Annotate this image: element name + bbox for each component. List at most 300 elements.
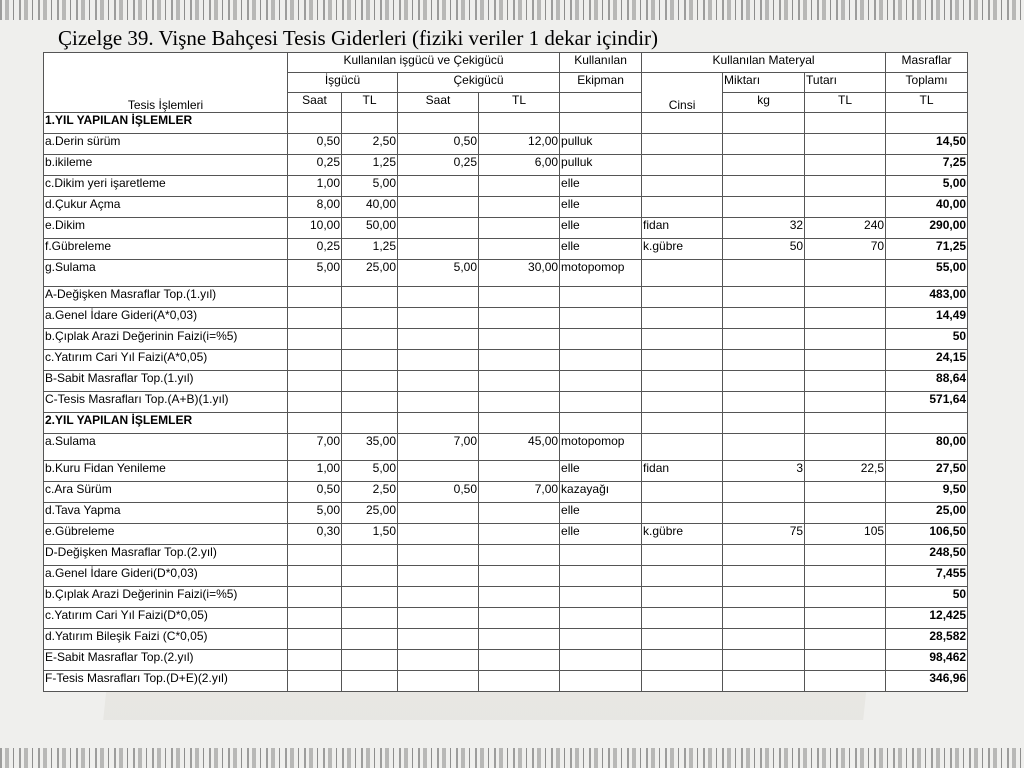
cell-equipment: elle	[560, 197, 642, 218]
cell-material-type	[642, 287, 723, 308]
cell-material-amount	[723, 629, 805, 650]
cell-material-amount	[723, 260, 805, 287]
cell-labor-hours: 7,00	[288, 434, 342, 461]
cell-equipment: pulluk	[560, 134, 642, 155]
cell-material-cost	[805, 671, 886, 692]
cell-tractor-cost	[479, 239, 560, 260]
cell-material-amount	[723, 329, 805, 350]
cell-equipment: pulluk	[560, 155, 642, 176]
cell-tractor-cost	[479, 461, 560, 482]
cell-operation: B-Sabit Masraflar Top.(1.yıl)	[44, 371, 288, 392]
table-row	[44, 260, 968, 287]
cell-material-amount	[723, 392, 805, 413]
cell-total-cost: 12,425	[886, 608, 968, 629]
cell-tractor-cost	[479, 308, 560, 329]
cell-material-amount: 3	[723, 461, 805, 482]
cell-labor-hours: 1,00	[288, 176, 342, 197]
cell-material-cost	[805, 176, 886, 197]
cell-labor-cost: 1,25	[342, 239, 398, 260]
cell-operation: c.Yatırım Cari Yıl Faizi(A*0,05)	[44, 350, 288, 371]
cell-labor-hours	[288, 287, 342, 308]
cell-material-type	[642, 260, 723, 287]
header-isgucu: İşgücü	[288, 73, 398, 93]
cell-material-type	[642, 113, 723, 134]
cell-tractor-cost	[479, 503, 560, 524]
cell-operation: b.ikileme	[44, 155, 288, 176]
cell-tractor-hours	[398, 545, 479, 566]
table-row	[44, 287, 968, 308]
cell-total-cost: 346,96	[886, 671, 968, 692]
cell-material-type	[642, 629, 723, 650]
cell-tractor-hours	[398, 629, 479, 650]
cell-equipment	[560, 587, 642, 608]
header-tl-isgucu: TL	[342, 93, 398, 113]
cell-operation: f.Gübreleme	[44, 239, 288, 260]
cell-labor-cost: 40,00	[342, 197, 398, 218]
cell-labor-hours: 0,50	[288, 482, 342, 503]
cell-labor-hours	[288, 545, 342, 566]
cell-labor-hours	[288, 608, 342, 629]
cell-material-amount: 75	[723, 524, 805, 545]
header-tesis-islemleri: Tesis İşlemleri	[44, 53, 288, 113]
cell-material-type	[642, 608, 723, 629]
cell-tractor-hours	[398, 671, 479, 692]
cell-material-amount	[723, 371, 805, 392]
table-row	[44, 629, 968, 650]
cell-material-type	[642, 371, 723, 392]
cell-tractor-hours	[398, 218, 479, 239]
cell-tractor-hours	[398, 503, 479, 524]
bottom-decorative-border	[0, 748, 1024, 768]
cell-material-amount	[723, 197, 805, 218]
cell-labor-hours: 0,30	[288, 524, 342, 545]
cell-operation: d.Çukur Açma	[44, 197, 288, 218]
cell-labor-hours: 5,00	[288, 260, 342, 287]
table-row	[44, 113, 968, 134]
cell-total-cost: 55,00	[886, 260, 968, 287]
cell-total-cost: 248,50	[886, 545, 968, 566]
cell-labor-hours	[288, 329, 342, 350]
table-row	[44, 197, 968, 218]
cell-tractor-hours: 0,25	[398, 155, 479, 176]
cell-labor-cost: 35,00	[342, 434, 398, 461]
header-cinsi: Cinsi	[642, 73, 723, 113]
cell-tractor-cost	[479, 113, 560, 134]
cell-total-cost: 71,25	[886, 239, 968, 260]
cell-material-cost	[805, 587, 886, 608]
cell-labor-cost: 50,00	[342, 218, 398, 239]
cell-total-cost: 7,25	[886, 155, 968, 176]
cell-material-amount	[723, 350, 805, 371]
cell-material-cost	[805, 608, 886, 629]
cell-tractor-cost	[479, 218, 560, 239]
cell-labor-cost	[342, 671, 398, 692]
cell-total-cost: 14,49	[886, 308, 968, 329]
cell-material-amount	[723, 482, 805, 503]
cell-labor-hours: 0,25	[288, 155, 342, 176]
cell-tractor-hours	[398, 392, 479, 413]
cell-material-cost	[805, 629, 886, 650]
cell-tractor-cost	[479, 650, 560, 671]
cell-material-type: k.gübre	[642, 239, 723, 260]
cell-material-cost: 22,5	[805, 461, 886, 482]
cell-tractor-cost: 12,00	[479, 134, 560, 155]
cell-labor-cost	[342, 650, 398, 671]
cell-tractor-hours	[398, 350, 479, 371]
cell-material-cost: 105	[805, 524, 886, 545]
table-row	[44, 587, 968, 608]
cell-labor-cost	[342, 413, 398, 434]
cell-tractor-hours: 0,50	[398, 134, 479, 155]
cell-equipment	[560, 113, 642, 134]
cell-material-cost	[805, 566, 886, 587]
cell-equipment	[560, 308, 642, 329]
cell-labor-cost	[342, 287, 398, 308]
header-equipment-blank	[560, 93, 642, 113]
cell-total-cost: 7,455	[886, 566, 968, 587]
cell-operation: b.Kuru Fidan Yenileme	[44, 461, 288, 482]
cell-material-cost	[805, 503, 886, 524]
cell-material-type	[642, 545, 723, 566]
cell-labor-hours: 1,00	[288, 461, 342, 482]
cell-tractor-cost	[479, 587, 560, 608]
table-row	[44, 308, 968, 329]
cell-tractor-hours	[398, 329, 479, 350]
cell-material-amount	[723, 566, 805, 587]
cell-total-cost: 40,00	[886, 197, 968, 218]
cell-material-type	[642, 155, 723, 176]
cell-material-cost	[805, 134, 886, 155]
cell-total-cost: 28,582	[886, 629, 968, 650]
header-equipment: Ekipman	[560, 73, 642, 93]
cell-labor-hours	[288, 587, 342, 608]
cell-material-cost	[805, 413, 886, 434]
cell-total-cost: 14,50	[886, 134, 968, 155]
table-row	[44, 566, 968, 587]
header-cost-total: Toplamı	[886, 73, 968, 93]
cell-tractor-cost: 7,00	[479, 482, 560, 503]
cell-tractor-cost	[479, 287, 560, 308]
cell-total-cost	[886, 113, 968, 134]
table-row	[44, 350, 968, 371]
cell-labor-hours: 8,00	[288, 197, 342, 218]
cell-material-type: k.gübre	[642, 524, 723, 545]
cell-operation: a.Genel İdare Gideri(D*0,03)	[44, 566, 288, 587]
table-row	[44, 155, 968, 176]
header-tl-cost: TL	[886, 93, 968, 113]
cell-material-type	[642, 176, 723, 197]
cell-tractor-hours: 5,00	[398, 260, 479, 287]
cell-labor-cost: 25,00	[342, 260, 398, 287]
cell-tractor-cost	[479, 350, 560, 371]
cell-operation: d.Yatırım Bileşik Faizi (C*0,05)	[44, 629, 288, 650]
cell-operation: F-Tesis Masrafları Top.(D+E)(2.yıl)	[44, 671, 288, 692]
cell-labor-cost	[342, 392, 398, 413]
cell-total-cost: 25,00	[886, 503, 968, 524]
cell-material-type	[642, 482, 723, 503]
cell-tractor-hours	[398, 461, 479, 482]
cell-material-amount	[723, 308, 805, 329]
cell-total-cost: 98,462	[886, 650, 968, 671]
cell-total-cost: 88,64	[886, 371, 968, 392]
cell-tractor-cost	[479, 566, 560, 587]
header-cost-top: Masraflar	[886, 53, 968, 73]
cell-labor-hours	[288, 629, 342, 650]
header-tl-cekigucu: TL	[479, 93, 560, 113]
cell-tractor-cost: 6,00	[479, 155, 560, 176]
cell-equipment	[560, 392, 642, 413]
cell-tractor-cost	[479, 629, 560, 650]
cell-material-type	[642, 566, 723, 587]
cell-total-cost: 483,00	[886, 287, 968, 308]
cell-total-cost: 290,00	[886, 218, 968, 239]
header-equipment-top: Kullanılan	[560, 53, 642, 73]
cell-operation: D-Değişken Masraflar Top.(2.yıl)	[44, 545, 288, 566]
cell-total-cost: 5,00	[886, 176, 968, 197]
cell-tractor-hours	[398, 587, 479, 608]
cell-operation: 1.YIL YAPILAN İŞLEMLER	[44, 113, 288, 134]
cell-tractor-hours	[398, 413, 479, 434]
cell-labor-hours	[288, 413, 342, 434]
cell-operation: a.Sulama	[44, 434, 288, 461]
cell-material-type	[642, 587, 723, 608]
cell-material-type	[642, 413, 723, 434]
cell-total-cost: 9,50	[886, 482, 968, 503]
cell-material-amount	[723, 671, 805, 692]
cell-tractor-cost	[479, 524, 560, 545]
table-row	[44, 413, 968, 434]
cell-material-type: fidan	[642, 461, 723, 482]
cell-operation: e.Gübreleme	[44, 524, 288, 545]
cell-tractor-cost	[479, 392, 560, 413]
cell-labor-hours: 5,00	[288, 503, 342, 524]
cell-labor-hours	[288, 671, 342, 692]
cell-labor-cost: 25,00	[342, 503, 398, 524]
header-kg: kg	[723, 93, 805, 113]
cell-labor-hours: 10,00	[288, 218, 342, 239]
cell-material-type	[642, 671, 723, 692]
table-row	[44, 239, 968, 260]
table-row	[44, 392, 968, 413]
cell-labor-cost	[342, 587, 398, 608]
cell-equipment: elle	[560, 461, 642, 482]
table-row	[44, 329, 968, 350]
cell-material-amount	[723, 608, 805, 629]
table-row	[44, 434, 968, 461]
cell-tractor-hours	[398, 650, 479, 671]
cell-equipment	[560, 413, 642, 434]
cell-material-cost	[805, 371, 886, 392]
cell-material-cost: 240	[805, 218, 886, 239]
cell-tractor-cost: 45,00	[479, 434, 560, 461]
cell-total-cost	[886, 413, 968, 434]
cell-equipment	[560, 371, 642, 392]
table-row	[44, 218, 968, 239]
cell-operation: c.Ara Sürüm	[44, 482, 288, 503]
cell-labor-hours	[288, 650, 342, 671]
cell-tractor-hours	[398, 608, 479, 629]
cell-material-type	[642, 434, 723, 461]
cell-labor-cost	[342, 113, 398, 134]
cell-equipment: kazayağı	[560, 482, 642, 503]
cell-labor-hours	[288, 350, 342, 371]
table-row	[44, 608, 968, 629]
cell-labor-hours	[288, 566, 342, 587]
cell-equipment: elle	[560, 524, 642, 545]
cell-tractor-cost	[479, 545, 560, 566]
header-saat-cekigucu: Saat	[398, 93, 479, 113]
cell-tractor-hours: 7,00	[398, 434, 479, 461]
header-tutari: Tutarı	[805, 73, 886, 93]
cell-equipment	[560, 545, 642, 566]
cell-material-type	[642, 650, 723, 671]
cell-equipment: motopomop	[560, 260, 642, 287]
cell-labor-hours	[288, 371, 342, 392]
cell-material-amount	[723, 587, 805, 608]
cell-labor-hours: 0,25	[288, 239, 342, 260]
cell-tractor-hours	[398, 371, 479, 392]
header-material-group: Kullanılan Materyal	[642, 53, 886, 73]
cell-tractor-hours	[398, 113, 479, 134]
cell-tractor-hours	[398, 524, 479, 545]
cell-material-type	[642, 392, 723, 413]
cell-labor-cost: 1,50	[342, 524, 398, 545]
header-tl-material: TL	[805, 93, 886, 113]
cell-tractor-cost	[479, 176, 560, 197]
cell-material-amount	[723, 113, 805, 134]
table-row	[44, 371, 968, 392]
cell-material-cost	[805, 545, 886, 566]
cell-operation: e.Dikim	[44, 218, 288, 239]
header-miktari: Miktarı	[723, 73, 805, 93]
cell-equipment	[560, 287, 642, 308]
cell-material-cost	[805, 155, 886, 176]
cell-total-cost: 50	[886, 587, 968, 608]
cell-equipment: elle	[560, 503, 642, 524]
cell-material-cost	[805, 434, 886, 461]
cell-material-cost: 70	[805, 239, 886, 260]
table-row	[44, 545, 968, 566]
cell-operation: c.Yatırım Cari Yıl Faizi(D*0,05)	[44, 608, 288, 629]
cell-equipment: motopomop	[560, 434, 642, 461]
cell-tractor-cost	[479, 413, 560, 434]
cell-equipment	[560, 329, 642, 350]
cell-tractor-hours	[398, 308, 479, 329]
cell-material-amount: 50	[723, 239, 805, 260]
cell-material-amount	[723, 503, 805, 524]
cell-operation: b.Çıplak Arazi Değerinin Faizi(i=%5)	[44, 329, 288, 350]
cell-material-cost	[805, 329, 886, 350]
cell-tractor-hours	[398, 176, 479, 197]
slide-title: Çizelge 39. Vişne Bahçesi Tesis Giderleri (fiziki veriler 1 dekar içindir)	[58, 26, 659, 50]
cell-total-cost: 571,64	[886, 392, 968, 413]
cost-table-container	[43, 52, 967, 692]
cell-material-amount	[723, 176, 805, 197]
cell-material-cost	[805, 197, 886, 218]
cell-material-amount	[723, 434, 805, 461]
cell-operation: a.Genel İdare Gideri(A*0,03)	[44, 308, 288, 329]
cell-material-cost	[805, 392, 886, 413]
cell-material-type	[642, 329, 723, 350]
header-cekigucu: Çekigücü	[398, 73, 560, 93]
cell-equipment	[560, 350, 642, 371]
cell-tractor-cost: 30,00	[479, 260, 560, 287]
cell-equipment	[560, 566, 642, 587]
cell-operation: C-Tesis Masrafları Top.(A+B)(1.yıl)	[44, 392, 288, 413]
cell-tractor-cost	[479, 329, 560, 350]
cell-labor-cost	[342, 629, 398, 650]
cell-equipment	[560, 650, 642, 671]
cell-operation: g.Sulama	[44, 260, 288, 287]
table-row	[44, 461, 968, 482]
table-row	[44, 134, 968, 155]
cell-tractor-hours	[398, 197, 479, 218]
cell-labor-hours	[288, 308, 342, 329]
cell-total-cost: 106,50	[886, 524, 968, 545]
cell-labor-cost	[342, 329, 398, 350]
cell-tractor-cost	[479, 371, 560, 392]
cell-material-cost	[805, 260, 886, 287]
cell-material-cost	[805, 350, 886, 371]
cell-tractor-cost	[479, 197, 560, 218]
header-labor-group: Kullanılan işgücü ve Çekigücü	[288, 53, 560, 73]
cell-labor-cost	[342, 308, 398, 329]
cell-tractor-hours	[398, 287, 479, 308]
cell-operation: E-Sabit Masraflar Top.(2.yıl)	[44, 650, 288, 671]
table-row	[44, 671, 968, 692]
cell-tractor-cost	[479, 608, 560, 629]
cell-material-type	[642, 134, 723, 155]
table-body	[44, 113, 968, 692]
cell-labor-cost	[342, 566, 398, 587]
cell-labor-cost: 5,00	[342, 461, 398, 482]
cell-tractor-cost	[479, 671, 560, 692]
cell-equipment: elle	[560, 218, 642, 239]
cell-equipment	[560, 629, 642, 650]
header-saat-isgucu: Saat	[288, 93, 342, 113]
cost-table	[43, 52, 968, 692]
cell-material-amount: 32	[723, 218, 805, 239]
cell-labor-hours: 0,50	[288, 134, 342, 155]
cell-labor-cost: 2,50	[342, 482, 398, 503]
cell-labor-cost: 5,00	[342, 176, 398, 197]
cell-material-cost	[805, 287, 886, 308]
cell-operation: a.Derin sürüm	[44, 134, 288, 155]
cell-total-cost: 24,15	[886, 350, 968, 371]
table-row	[44, 482, 968, 503]
cell-labor-hours	[288, 113, 342, 134]
cell-material-type	[642, 197, 723, 218]
cell-total-cost: 80,00	[886, 434, 968, 461]
cell-equipment	[560, 671, 642, 692]
cell-tractor-hours	[398, 239, 479, 260]
table-row	[44, 176, 968, 197]
cell-labor-cost: 1,25	[342, 155, 398, 176]
cell-total-cost: 50	[886, 329, 968, 350]
cell-material-cost	[805, 482, 886, 503]
cell-material-amount	[723, 413, 805, 434]
cell-labor-cost	[342, 371, 398, 392]
cell-labor-cost: 2,50	[342, 134, 398, 155]
cell-material-type	[642, 503, 723, 524]
cell-tractor-hours: 0,50	[398, 482, 479, 503]
cell-operation: c.Dikim yeri işaretleme	[44, 176, 288, 197]
cell-material-cost	[805, 113, 886, 134]
cell-material-cost	[805, 308, 886, 329]
cell-material-type: fidan	[642, 218, 723, 239]
cell-total-cost: 27,50	[886, 461, 968, 482]
cell-material-type	[642, 308, 723, 329]
